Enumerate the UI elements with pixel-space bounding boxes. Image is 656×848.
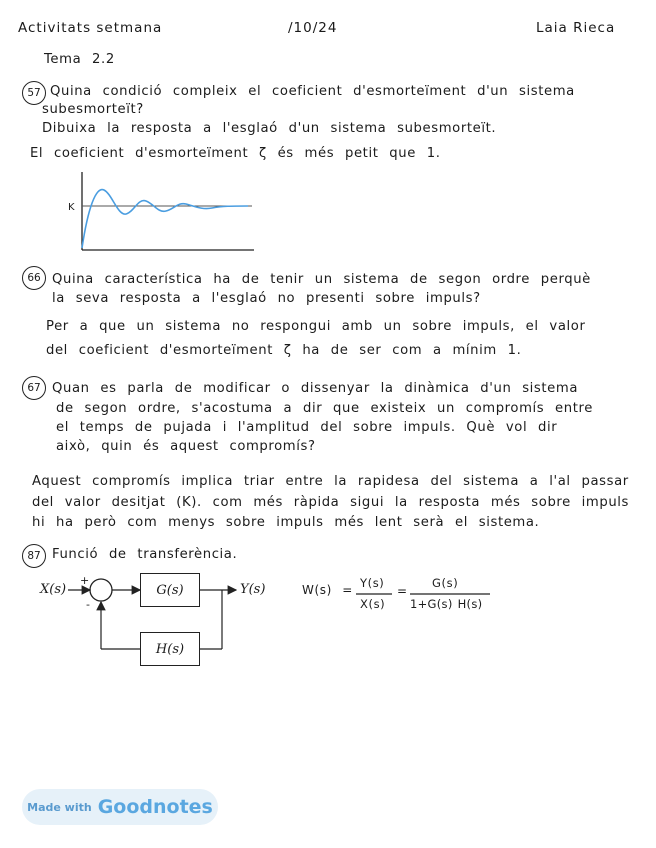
plus-sign: + [80,574,90,587]
output-label: Y(s) [240,582,266,597]
question-number-66: 66 [22,266,46,290]
q66-answer-line1: Per a que un sistema no respongui amb un sobre impuls, el valor [46,319,586,334]
formula-denominator-1: X(s) [360,597,386,611]
question-number-67: 67 [22,376,46,400]
made-with-goodnotes-badge[interactable] [22,789,218,825]
q67-answer-line2: del valor desitjat (K). com més ràpida sigui la resposta més sobre impuls [32,495,630,510]
q67-question-line1: Quan es parla de modificar o dissenyar la dinàmica d'un sistema [52,381,579,396]
question-number-87: 87 [22,544,46,568]
q87-title: Funció de transferència. [52,547,238,562]
topic-title: Tema 2.2 [44,52,115,67]
header-author: Laia Rieca [536,20,616,36]
summing-junction [90,579,112,601]
minus-sign: - [86,598,91,611]
formula-numerator-1: Y(s) [360,576,385,590]
formula-equals: = [397,584,408,598]
q67-question-line4: això, quin és aquest compromís? [56,439,316,454]
q67-answer-line1: Aquest compromís implica triar entre la rapidesa del sistema a l'al passar [32,474,629,489]
q67-answer-line3: hi ha però com menys sobre impuls més lent serà el sistema. [32,515,540,530]
q66-question-line2: la seva resposta a l'esglaó no presenti sobre impuls? [52,291,481,306]
q66-answer-line2: del coeficient d'esmorteïment ζ ha de ser com a mínim 1. [46,343,522,358]
graph-k-label: K [68,202,75,213]
badge-brand: Goodnotes [97,796,213,818]
input-label: X(s) [40,582,67,597]
q67-question-line3: el temps de pujada i l'amplitud del sobre impuls. Què vol dir [56,420,558,435]
header-title: Activitats setmana [18,20,163,36]
formula-lhs: W(s) = [302,583,353,597]
header-date: /10/24 [288,20,338,36]
q67-question-line2: de segon ordre, s'acostuma a dir que existeix un compromís entre [56,401,593,416]
badge-made-with: Made with [27,800,92,814]
question-number-57: 57 [22,81,46,105]
q57-instruction: Dibuixa la resposta a l'esglaó d'un sistema subesmorteït. [42,121,497,136]
formula-denominator-2: 1+G(s) H(s) [410,597,483,611]
q57-question-line1: Quina condició compleix el coeficient d'esmorteïment d'un sistema [50,84,575,99]
feedback-block-h: H(s) [140,632,200,666]
forward-block-g: G(s) [140,573,200,607]
q57-question-line2: subesmorteït? [42,102,144,117]
q57-answer: El coeficient d'esmorteïment ζ és més petit que 1. [30,146,441,161]
formula-numerator-2: G(s) [432,576,459,590]
q66-question-line1: Quina característica ha de tenir un sistema de segon ordre perquè [52,272,591,287]
